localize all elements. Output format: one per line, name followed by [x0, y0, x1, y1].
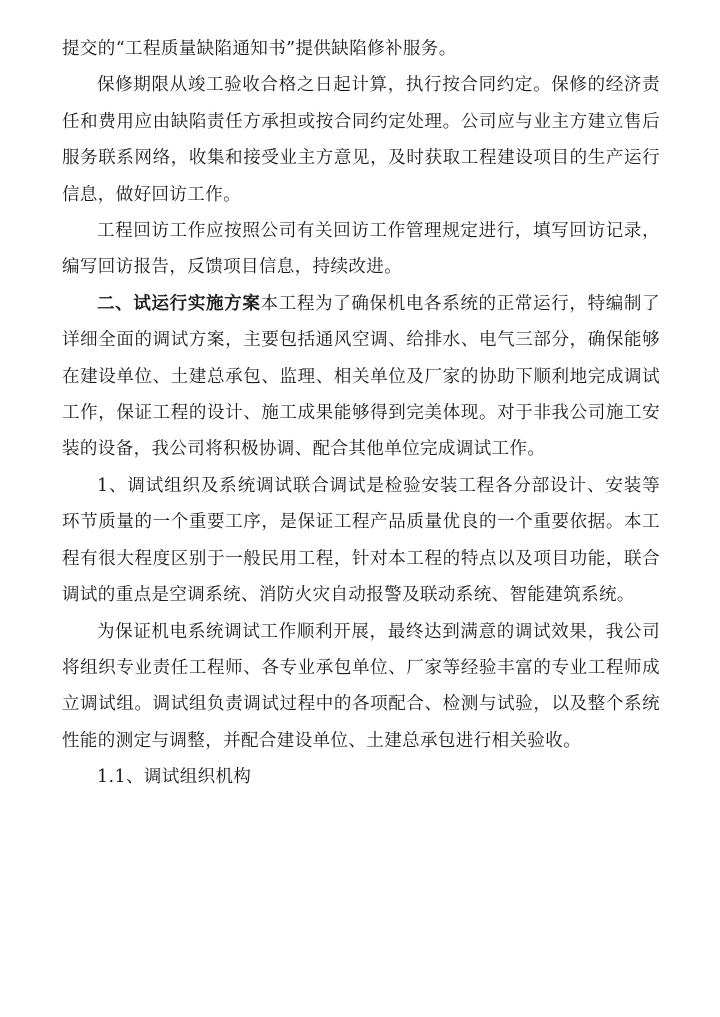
subsection-heading-organization-structure: 1.1、调试组织机构 — [97, 767, 252, 788]
section-heading-trial-operation: 二、试运行实施方案 — [97, 293, 261, 314]
document-body — [62, 31, 660, 796]
paragraph-return-visit: 工程回访工作应按照公司有关回访工作管理规定进行，填写回访记录，编写回访报告，反馈项目信息，持续改进。 — [62, 221, 660, 278]
paragraph-trial-operation — [62, 286, 660, 468]
paragraph-commissioning-team: 为保证机电系统调试工作顺利开展，最终达到满意的调试效果，我公司将组织专业责任工程师、各专业承包单位、厂家等经验丰富的专业工程师成立调试组。调试组负责调试过程中的各项配合、检测与试验，以及整个系统性能的测定与调整，并配合建设单位、土建总承包进行相关验收。 — [62, 621, 660, 751]
paragraph-commissioning-organization: 1、调试组织及系统调试联合调试是检验安装工程各分部设计、安装等环节质量的一个重要工序，是保证工程产品质量优良的一个重要依据。本工程有很大程度区别于一般民用工程，针对本工程的特点以及项目功能，联合调试的重点是空调系统、消防火灾自动报警及联动系统、智能建筑系统。 — [62, 475, 660, 606]
trial-operation-body: 本工程为了确保机电各系统的正常运行，特编制了详细全面的调试方案，主要包括通风空调、给排水、电气三部分，确保能够在建设单位、土建总承包、监理、相关单位及厂家的协助下顺利地完成调试工作，保证工程的设计、施工成果能够得到完美体现。对于非我公司施工安装的设备，我公司将积极协调、配合其他单位完成调试工作。 — [62, 293, 660, 460]
paragraph-warranty-period: 保修期限从竣工验收合格之日起计算，执行按合同约定。保修的经济责任和费用应由缺陷责任方承担或按合同约定处理。公司应与业主方建立售后服务联系网络，收集和接受业主方意见，及时获取工程建设项目的生产运行信息，做好回访工作。 — [62, 75, 660, 205]
paragraph-defect-notice: 提交的“工程质量缺陷通知书”提供缺陷修补服务。 — [62, 39, 457, 59]
